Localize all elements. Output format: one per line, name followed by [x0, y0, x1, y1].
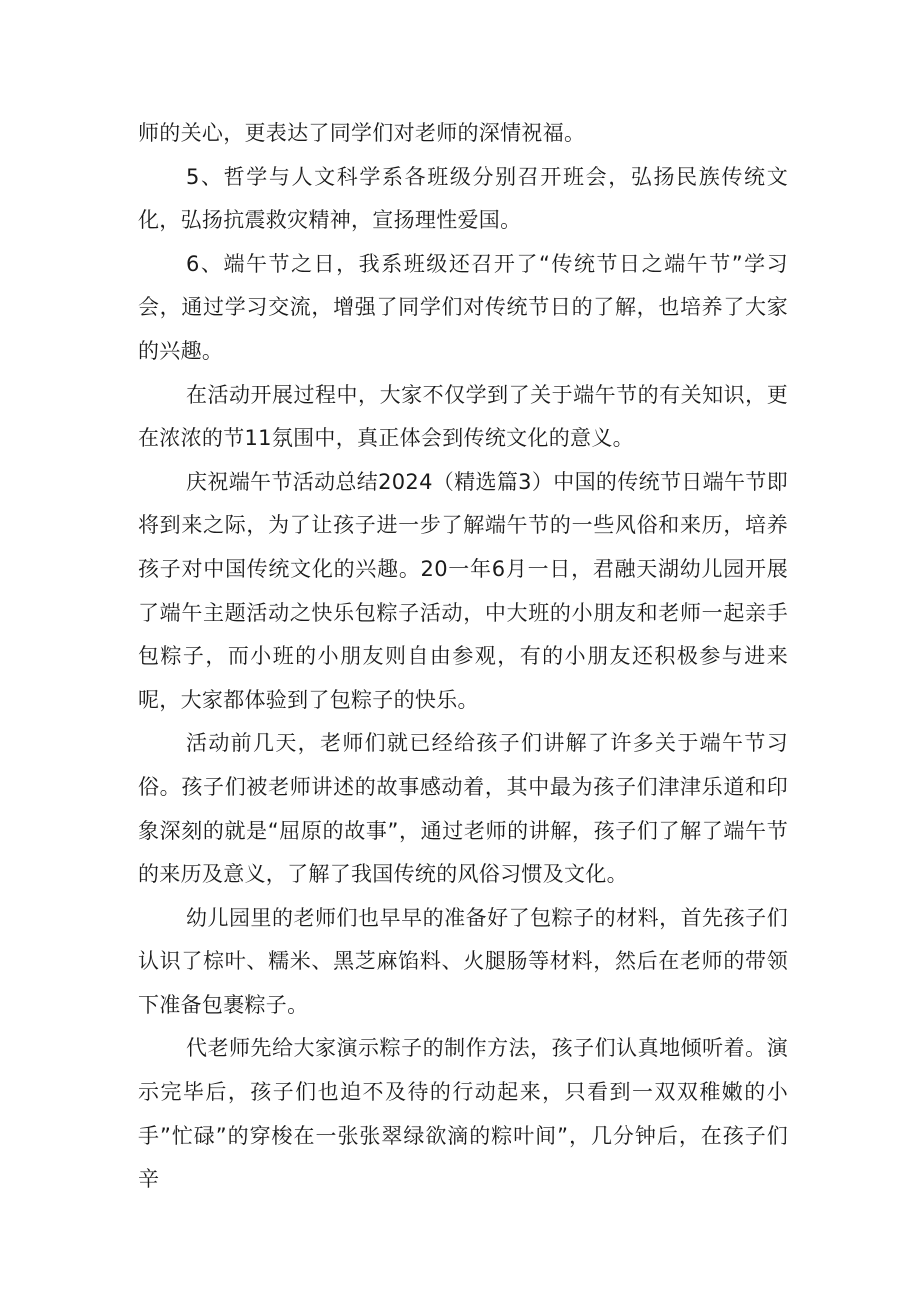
- paragraph-7: 幼儿园里的老师们也早早的准备好了包粽子的材料，首先孩子们认识了棕叶、糯米、黑芝麻馅料、火腿肠等材料，然后在老师的带领下准备包裹粽子。: [138, 905, 788, 1017]
- paragraph-3: 6、端午节之日，我系班级还召开了“传统节日之端午节”学习会，通过学习交流，增强了同学们对传统节日的了解，也培养了大家的兴趣。: [138, 251, 788, 363]
- paragraph-8: 代老师先给大家演示粽子的制作方法，孩子们认真地倾听着。演示完毕后，孩子们也迫不及待的行动起来，只看到一双双稚嫩的小手”忙碌”的穿梭在一张张翠绿欲滴的粽叶间”，几分钟后，在孩子们辛: [138, 1036, 788, 1192]
- paragraph-1: 师的关心，更表达了同学们对老师的深情祝福。: [138, 121, 586, 145]
- document-body: [138, 112, 788, 1202]
- paragraph-5: 庆祝端午节活动总结2024（精选篇3）中国的传统节日端午节即将到来之际，为了让孩子进一步了解端午节的一些风俗和来历，培养孩子对中国传统文化的兴趣。20一年6月一日，君融天湖幼儿园开展了端午主题活动之快乐包粽子活动，中大班的小朋友和老师一起亲手包粽子，而小班的小朋友则自由参观，有的小朋友还积极参与进来呢，大家都体验到了包粽子的快乐。: [138, 469, 788, 712]
- paragraph-6: 活动前几天，老师们就已经给孩子们讲解了许多关于端午节习俗。孩子们被老师讲述的故事感动着，其中最为孩子们津津乐道和印象深刻的就是“屈原的故事”，通过老师的讲解，孩子们了解了端午节的来历及意义，了解了我国传统的风俗习惯及文化。: [138, 731, 788, 887]
- paragraph-4: 在活动开展过程中，大家不仅学到了关于端午节的有关知识，更在浓浓的节11氛围中，真正体会到传统文化的意义。: [138, 382, 788, 451]
- paragraph-2: 5、哲学与人文科学系各班级分别召开班会，弘扬民族传统文化，弘扬抗震救灾精神，宣扬理性爱国。: [138, 164, 788, 233]
